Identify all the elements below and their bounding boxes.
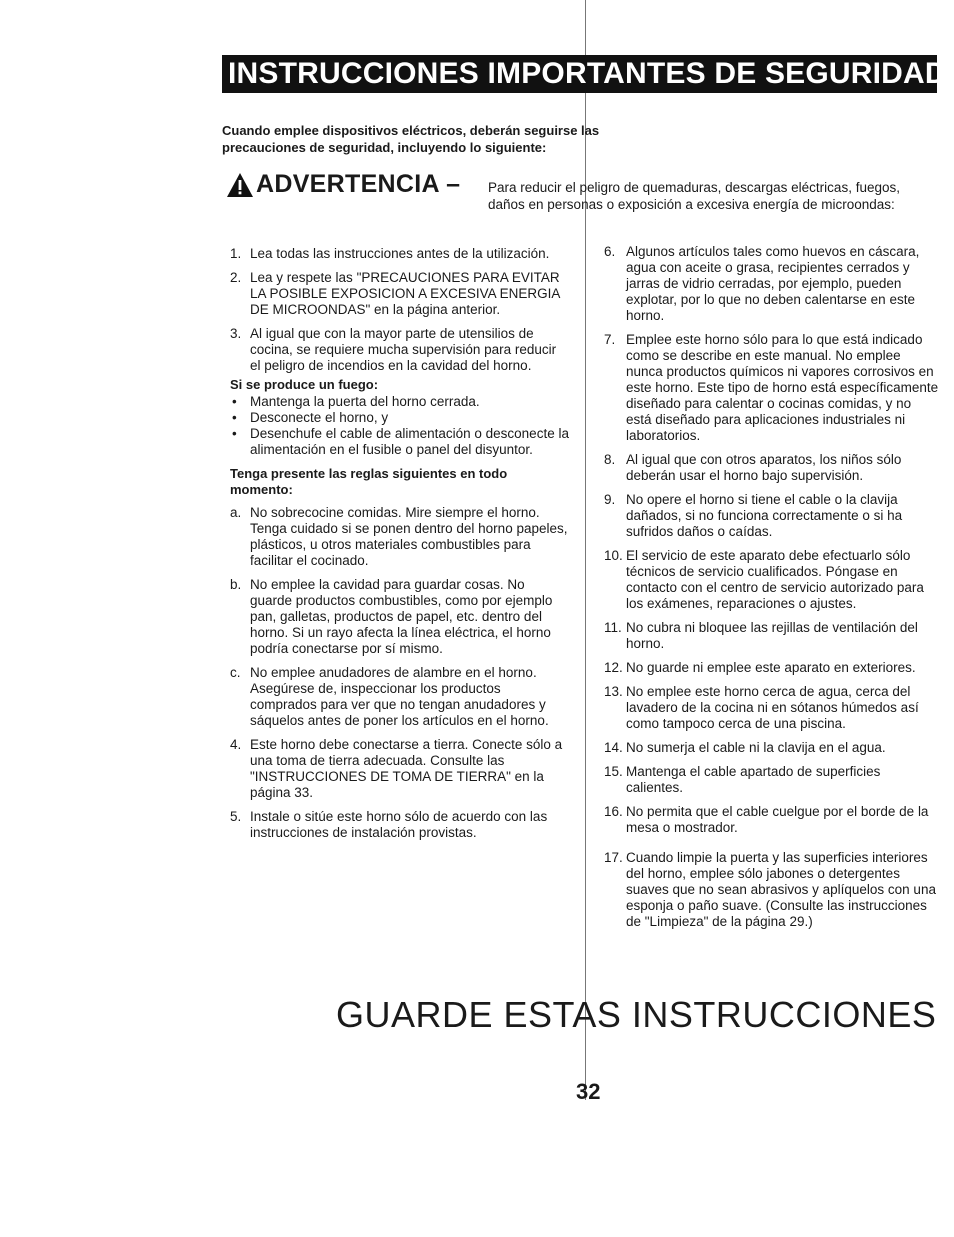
list-item: 4. Este horno debe conectarse a tierra. Conecte sólo a una toma de tierra adecuada. Consulte las "INSTRUCCIONES DE TOMA DE TIERRA" en la página 33.: [230, 737, 563, 800]
list-item: 13. No emplee este horno cerca de agua, cerca del lavadero de la cocina ni en sótanos húmedos así como tampoco cerca de una piscina.: [604, 684, 919, 731]
list-item: 12. No guarde ni emplee este aparato en exteriores.: [604, 660, 916, 675]
list-item: 3. Al igual que con la mayor parte de utensilios de cocina, se requiere mucha supervisión para reducir el peligro de incendios en la cavidad del horno.: [230, 326, 557, 373]
right-column: [604, 244, 940, 938]
list-item: 17. Cuando limpie la puerta y las superficies interiores del horno, emplee sólo jabones o detergentes suaves que no sean abrasivos y aplíquelos con una esponja o paño suave. (Consulte las instrucciones de "Limpieza" de la página 29.): [604, 850, 936, 929]
list-item: 11. No cubra ni bloquee las rejillas de ventilación del horno.: [604, 620, 918, 651]
list-item: 16. No permita que el cable cuelgue por el borde de la mesa o mostrador.: [604, 804, 929, 835]
bullet-item: • Desenchufe el cable de alimentación o desconecte la alimentación en el fusible o panel del disyuntor.: [230, 426, 570, 458]
list-item: 10. El servicio de este aparato debe efectuarlo sólo técnicos de servicio cualificados. Póngase en contacto con el centro de servicio autorizado para los exámenes, reparaciones o ajustes.: [604, 548, 924, 611]
list-item: 9. No opere el horno si tiene el cable o la clavija dañados, si no funciona correctamente o si ha sufridos daños o caídas.: [604, 492, 903, 539]
fire-subheading: Si se produce un fuego:: [230, 377, 379, 392]
list-item: 15. Mantenga el cable apartado de superficies calientes.: [604, 764, 881, 795]
footer-title: GUARDE ESTAS INSTRUCCIONES: [336, 994, 937, 1035]
list-item: 1. Lea todas las instrucciones antes de la utilización.: [230, 246, 550, 261]
rules-subheading: Tenga presente las reglas siguientes en todo momento:: [230, 466, 508, 497]
warning-title: ADVERTENCIA –: [256, 170, 461, 198]
left-column: [230, 246, 570, 849]
page-title-banner: INSTRUCCIONES IMPORTANTES DE SEGURIDAD: [222, 55, 937, 93]
warning-triangle-icon: [226, 172, 254, 198]
list-item: 7. Emplee este horno sólo para lo que está indicado como se describe en este manual. No emplee nunca productos químicos ni vapores corrosivos en este horno. Este tipo de horno está específicamente diseñado para calentar o cocinas comidas, y no está diseñado para aplicaciones industriales ni laboratorios.: [604, 332, 939, 443]
intro-text: Cuando emplee dispositivos eléctricos, deberán seguirse las precauciones de seguridad, incluyendo lo siguiente:: [222, 123, 600, 155]
rule-item: c. No emplee anudadores de alambre en el horno. Asegúrese de, inspeccionar los productos comprados para ver que no tengan anudadores y sáquelos antes de poner los artículos en el horno.: [230, 665, 549, 728]
page-number: 32: [576, 1079, 601, 1104]
rule-item: b. No emplee la cavidad para guardar cosas. No guarde productos combustibles, como por ejemplo pan, galletas, productos de papel, etc. dentro del horno. Si un rayo afecta la línea eléctrica, el horno podría conectarse por sí mismo.: [230, 577, 553, 656]
bullet-item: • Desconecte el horno, y: [230, 410, 570, 426]
list-item: 8. Al igual que con otros aparatos, los niños sólo deberán usar el horno bajo supervisión.: [604, 452, 902, 483]
fire-bullet-list: [230, 394, 570, 458]
warning-text: Para reducir el peligro de quemaduras, descargas eléctricas, fuegos, daños en personas o exposición a excesiva energía de microondas:: [488, 180, 900, 212]
rule-item: a. No sobrecocine comidas. Mire siempre el horno. Tenga cuidado si se ponen dentro del horno papeles, plásticos, u otros materiales combustibles para facilitar el cocinado.: [230, 505, 568, 568]
page-fold-line: [585, 0, 586, 1100]
list-item: 5. Instale o sitúe este horno sólo de acuerdo con las instrucciones de instalación provistas.: [230, 809, 548, 840]
list-item: 14. No sumerja el cable ni la clavija en el agua.: [604, 740, 886, 755]
bullet-item: • Mantenga la puerta del horno cerrada.: [230, 394, 570, 410]
list-item: 2. Lea y respete las "PRECAUCIONES PARA EVITAR LA POSIBLE EXPOSICION A EXCESIVA ENERGIA DE MICROONDAS" en la página anterior.: [230, 270, 560, 317]
list-item: 6. Algunos artículos tales como huevos en cáscara, agua con aceite o grasa, recipientes cerrados y jarras de vidrio cerradas, por ejemplo, pueden explotar, por lo que no deben calentarse en este horno.: [604, 244, 920, 323]
